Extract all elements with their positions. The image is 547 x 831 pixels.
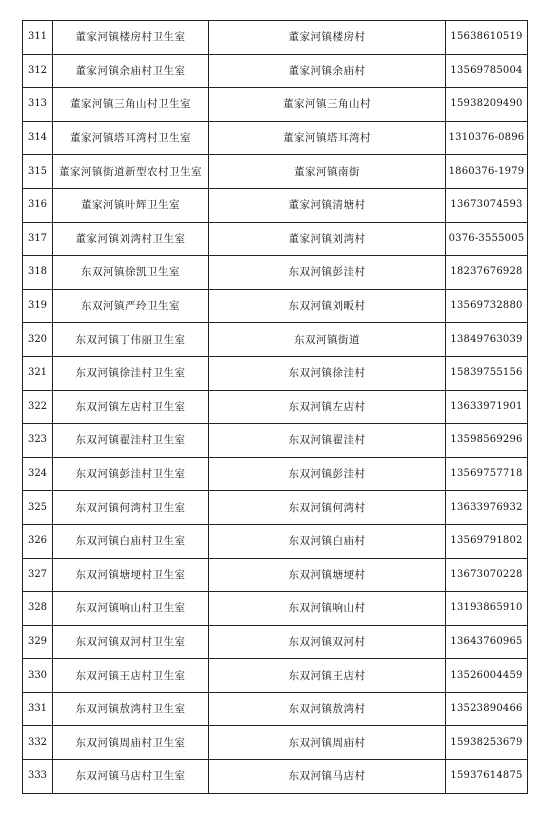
clinic-phone: 0376-3555005 <box>446 222 528 256</box>
row-number: 333 <box>23 760 53 794</box>
clinic-name: 董家河镇塔耳湾村卫生室 <box>53 121 209 155</box>
table-row <box>23 524 528 558</box>
clinic-directory-page <box>22 20 527 794</box>
table-row <box>23 222 528 256</box>
table-row <box>23 188 528 222</box>
row-number: 324 <box>23 457 53 491</box>
row-number: 321 <box>23 356 53 390</box>
clinic-phone: 15938253679 <box>446 726 528 760</box>
clinic-address: 东双河镇响山村 <box>209 592 446 626</box>
clinic-address: 东双河镇马店村 <box>209 760 446 794</box>
table-row <box>23 256 528 290</box>
clinic-address: 东双河镇徐洼村 <box>209 356 446 390</box>
clinic-name: 东双河镇徐凯卫生室 <box>53 256 209 290</box>
clinic-name: 东双河镇彭洼村卫生室 <box>53 457 209 491</box>
clinic-name: 董家河镇余庙村卫生室 <box>53 54 209 88</box>
row-number: 319 <box>23 289 53 323</box>
row-number: 325 <box>23 491 53 525</box>
clinic-name: 东双河镇翟洼村卫生室 <box>53 424 209 458</box>
table-row <box>23 155 528 189</box>
clinic-address: 董家河镇余庙村 <box>209 54 446 88</box>
clinic-address: 东双河镇王店村 <box>209 659 446 693</box>
row-number: 329 <box>23 625 53 659</box>
row-number: 330 <box>23 659 53 693</box>
clinic-name: 董家河镇楼房村卫生室 <box>53 21 209 55</box>
clinic-phone: 13569732880 <box>446 289 528 323</box>
clinic-address: 董家河镇楼房村 <box>209 21 446 55</box>
clinic-name: 东双河镇敖湾村卫生室 <box>53 692 209 726</box>
row-number: 322 <box>23 390 53 424</box>
clinic-phone: 13598569296 <box>446 424 528 458</box>
table-row <box>23 760 528 794</box>
row-number: 311 <box>23 21 53 55</box>
clinic-phone: 13526004459 <box>446 659 528 693</box>
clinic-phone: 13569785004 <box>446 54 528 88</box>
clinic-phone: 1860376-1979 <box>446 155 528 189</box>
row-number: 313 <box>23 88 53 122</box>
clinic-phone: 13569757718 <box>446 457 528 491</box>
table-row <box>23 558 528 592</box>
clinic-address: 东双河镇左店村 <box>209 390 446 424</box>
clinic-address: 董家河镇三角山村 <box>209 88 446 122</box>
clinic-phone: 1310376-0896 <box>446 121 528 155</box>
row-number: 323 <box>23 424 53 458</box>
clinic-phone: 13643760965 <box>446 625 528 659</box>
clinic-address: 董家河镇清塘村 <box>209 188 446 222</box>
clinic-address: 董家河镇刘湾村 <box>209 222 446 256</box>
clinic-name: 东双河镇王店村卫生室 <box>53 659 209 693</box>
table-row <box>23 121 528 155</box>
clinic-address: 东双河镇塘埂村 <box>209 558 446 592</box>
table-row <box>23 323 528 357</box>
clinic-phone: 13849763039 <box>446 323 528 357</box>
clinic-name: 东双河镇何湾村卫生室 <box>53 491 209 525</box>
table-row <box>23 592 528 626</box>
clinic-address: 东双河镇街道 <box>209 323 446 357</box>
table-row <box>23 356 528 390</box>
clinic-name: 东双河镇双河村卫生室 <box>53 625 209 659</box>
table-row <box>23 659 528 693</box>
row-number: 318 <box>23 256 53 290</box>
clinic-phone: 13673074593 <box>446 188 528 222</box>
table-row <box>23 625 528 659</box>
table-row <box>23 54 528 88</box>
clinic-address: 董家河镇塔耳湾村 <box>209 121 446 155</box>
clinic-phone: 18237676928 <box>446 256 528 290</box>
clinic-name: 东双河镇徐洼村卫生室 <box>53 356 209 390</box>
row-number: 327 <box>23 558 53 592</box>
row-number: 316 <box>23 188 53 222</box>
clinic-phone: 13193865910 <box>446 592 528 626</box>
clinic-table-body <box>23 21 528 794</box>
clinic-name: 董家河镇刘湾村卫生室 <box>53 222 209 256</box>
row-number: 328 <box>23 592 53 626</box>
clinic-address: 东双河镇翟洼村 <box>209 424 446 458</box>
table-row <box>23 424 528 458</box>
table-row <box>23 289 528 323</box>
clinic-name: 东双河镇左店村卫生室 <box>53 390 209 424</box>
clinic-phone: 15839755156 <box>446 356 528 390</box>
row-number: 315 <box>23 155 53 189</box>
clinic-name: 东双河镇丁伟丽卫生室 <box>53 323 209 357</box>
row-number: 331 <box>23 692 53 726</box>
clinic-address: 东双河镇敖湾村 <box>209 692 446 726</box>
clinic-address: 东双河镇彭洼村 <box>209 256 446 290</box>
table-row <box>23 457 528 491</box>
row-number: 332 <box>23 726 53 760</box>
clinic-name: 董家河镇街道新型农村卫生室 <box>53 155 209 189</box>
clinic-address: 东双河镇周庙村 <box>209 726 446 760</box>
clinic-phone: 15638610519 <box>446 21 528 55</box>
clinic-name: 东双河镇周庙村卫生室 <box>53 726 209 760</box>
clinic-address: 东双河镇彭洼村 <box>209 457 446 491</box>
row-number: 317 <box>23 222 53 256</box>
clinic-name: 东双河镇严玲卫生室 <box>53 289 209 323</box>
clinic-phone: 13633976932 <box>446 491 528 525</box>
clinic-address: 东双河镇何湾村 <box>209 491 446 525</box>
clinic-name: 东双河镇马店村卫生室 <box>53 760 209 794</box>
table-row <box>23 692 528 726</box>
table-row <box>23 21 528 55</box>
clinic-table <box>22 20 528 794</box>
row-number: 326 <box>23 524 53 558</box>
table-row <box>23 390 528 424</box>
clinic-phone: 15938209490 <box>446 88 528 122</box>
row-number: 314 <box>23 121 53 155</box>
row-number: 312 <box>23 54 53 88</box>
clinic-address: 东双河镇刘畈村 <box>209 289 446 323</box>
clinic-phone: 13633971901 <box>446 390 528 424</box>
clinic-address: 东双河镇白庙村 <box>209 524 446 558</box>
clinic-phone: 13523890466 <box>446 692 528 726</box>
clinic-name: 东双河镇塘埂村卫生室 <box>53 558 209 592</box>
clinic-address: 董家河镇南街 <box>209 155 446 189</box>
row-number: 320 <box>23 323 53 357</box>
clinic-name: 董家河镇三角山村卫生室 <box>53 88 209 122</box>
clinic-phone: 15937614875 <box>446 760 528 794</box>
table-row <box>23 88 528 122</box>
table-row <box>23 491 528 525</box>
clinic-name: 东双河镇白庙村卫生室 <box>53 524 209 558</box>
clinic-address: 东双河镇双河村 <box>209 625 446 659</box>
table-row <box>23 726 528 760</box>
clinic-name: 东双河镇响山村卫生室 <box>53 592 209 626</box>
clinic-phone: 13673070228 <box>446 558 528 592</box>
clinic-phone: 13569791802 <box>446 524 528 558</box>
clinic-name: 董家河镇叶辉卫生室 <box>53 188 209 222</box>
